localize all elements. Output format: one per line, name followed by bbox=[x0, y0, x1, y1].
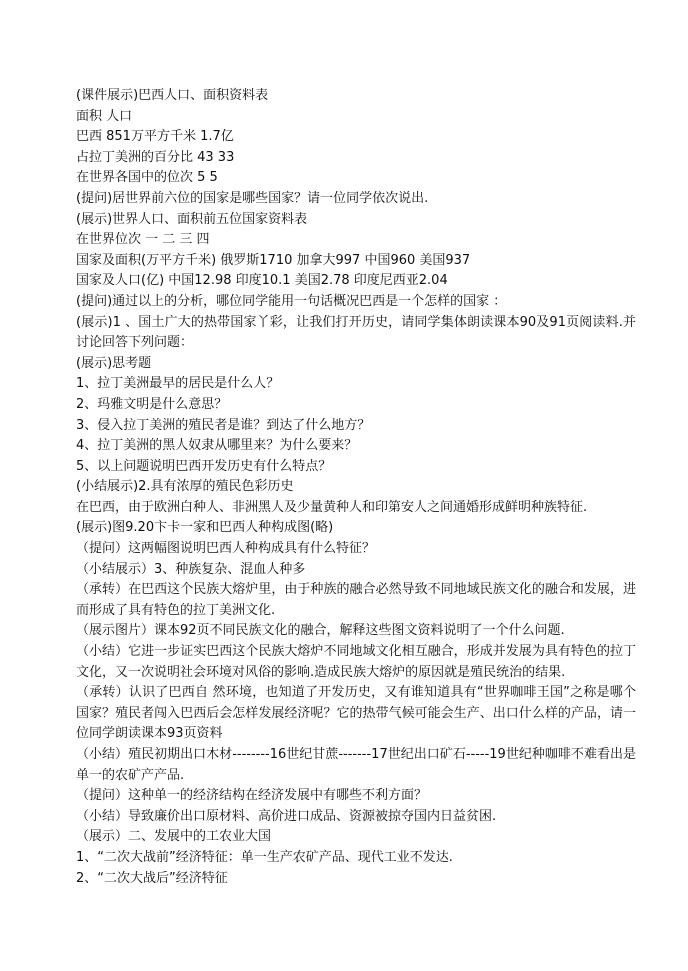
text-line: （提问）这种单一的经济结构在经济发展中有哪些不利方面？ bbox=[76, 788, 428, 804]
text-line: （展示图片）课本92页不同民族文化的融合，解释这些图文资料说明了一个什么问题. bbox=[76, 623, 565, 639]
text-paragraph: （承转）在巴西这个民族大熔炉里，由于种族的融合必然导致不同地域民族文化的融合和发展，进而形成了具有特色的拉丁美洲文化. bbox=[76, 582, 636, 618]
text-line: (提问)通过以上的分析，哪位同学能用一句话概况巴西是一个怎样的国家 ： bbox=[76, 293, 507, 309]
text-line: 面积 人口 bbox=[76, 108, 133, 124]
text-line: 占拉丁美洲的百分比 43 33 bbox=[76, 149, 235, 165]
text-line: (课件展示)巴西人口、面积资料表 bbox=[76, 88, 269, 103]
text-line: (展示)世界人口、面积前五位国家资料表 bbox=[76, 211, 308, 227]
text-line: (提问)居世界前六位的国家是哪些国家？请一位同学依次说出. bbox=[76, 190, 429, 206]
text-line: 巴西 851万平方千米 1.7亿 bbox=[76, 129, 234, 145]
text-line: (小结展示)2.具有浓厚的殖民色彩历史 bbox=[76, 479, 294, 495]
text-paragraph: (展示)1 、国土广大的热带国家丫彩，让我们打开历史，请同学集体朗读课本90及91页阅读料.并讨论回答下列问题： bbox=[76, 314, 636, 351]
text-line: （小结）导致廉价出口原材料、高价进口成品、资源被掠夺国内日益贫困. bbox=[76, 808, 497, 824]
text-line: (展示)图9.20卞卡一家和巴西人种构成图(略) bbox=[76, 520, 334, 536]
text-line: 1、拉丁美洲最早的居民是什么人？ bbox=[76, 376, 280, 392]
text-line: 5、以上问题说明巴西开发历史有什么特点？ bbox=[76, 458, 332, 474]
text-line: 2、“二次大战后”经济特征 bbox=[76, 870, 228, 886]
text-line: 4、拉丁美洲的黑人奴隶从哪里来？为什么要来？ bbox=[76, 438, 358, 454]
text-line: 在世界各国中的位次 5 5 bbox=[76, 170, 218, 186]
text-line: 在巴西，由于欧洲白种人、非洲黑人及少量黄种人和印第安人之间通婚形成鲜明种族特征. bbox=[76, 499, 588, 515]
text-line: 2、玛雅文明是什么意思？ bbox=[76, 396, 228, 412]
document-page bbox=[76, 86, 636, 889]
text-paragraph: （小结）殖民初期出口木材--------16世纪甘蔗-------17世纪出口矿石-----19世纪种咖啡不难看出是单一的农矿产产品. bbox=[76, 747, 636, 783]
text-line: 国家及人口(亿) 中国12.98 印度10.1 美国2.78 印度尼西亚2.04 bbox=[76, 273, 448, 289]
text-line: 国家及面积(万平方千米) 俄罗斯1710 加拿大997 中国960 美国937 bbox=[76, 252, 471, 268]
text-line: 在世界位次 一 二 三 四 bbox=[76, 232, 210, 248]
text-line: （展示）二、发展中的工农业大国 bbox=[76, 829, 272, 845]
text-line: （小结展示）3、种族复杂、混血人种多 bbox=[76, 561, 306, 577]
text-paragraph: （小结）它进一步证实巴西这个民族大熔炉不同地域文化相互融合，形成并发展为具有特色的拉丁文化，又一次说明社会环境对风俗的影响.造成民族大熔炉的原因就是殖民统治的结果. bbox=[76, 644, 636, 680]
text-paragraph: （承转）认识了巴西自 然环境，也知道了开发历史，又有谁知道具有“世界咖啡王国”之称是哪个国家？殖民者闯入巴西后会怎样发展经济呢？它的热带气候可能会生产、出口什么样的产品，请一位同学朗读课本93页资料 bbox=[76, 685, 636, 742]
text-line: （提问）这两幅图说明巴西人种构成具有什么特征？ bbox=[76, 541, 376, 557]
text-line: 3、侵入拉丁美洲的殖民者是谁？到达了什么地方？ bbox=[76, 417, 371, 433]
text-line: 1、“二次大战前”经济特征：单一生产农矿产品、现代工业不发达. bbox=[76, 849, 453, 865]
text-line: (展示)思考题 bbox=[76, 355, 152, 371]
